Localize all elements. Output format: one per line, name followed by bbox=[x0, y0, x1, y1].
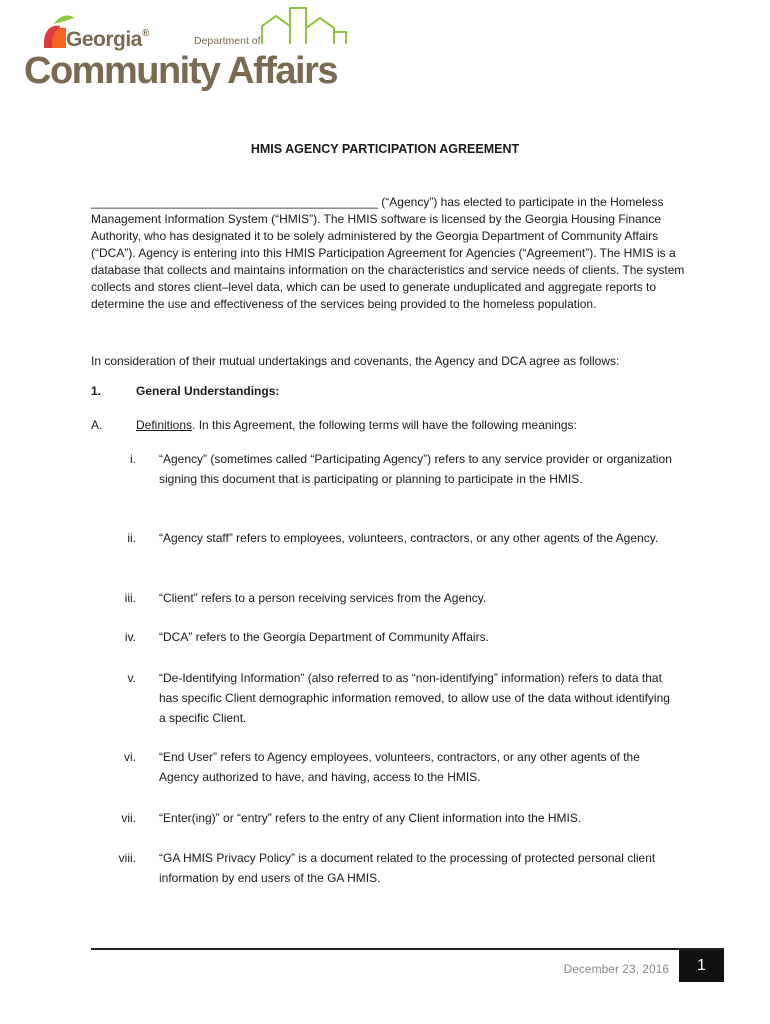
logo-community-affairs-text: Community Affairs bbox=[24, 50, 338, 92]
definition-number: v. bbox=[127, 671, 136, 685]
logo-department-text: Department of bbox=[194, 35, 261, 47]
definition-number: ii. bbox=[127, 531, 136, 545]
section-a-text: Definitions. In this Agreement, the following terms will have the following meanings: bbox=[136, 418, 577, 432]
intro-paragraph: ___________________________________________ (“Agency”) has elected to participate in the Homeless Management Information System (“HMIS”). The HMIS software is licensed by the Georgia Housing Finance Authority, who has designated it to be solely administered by the Georgia Department of Community Affairs (“DCA”). Agency is entering into this HMIS Participation Agreement for Agencies (“Agreement”). The HMIS is a database that collects and maintains information on the characteristics and service needs of clients. The system collects and stores client–level data, which can be used to generate unduplicated and aggregate reports to determine the use and effectiveness of the services being provided to the homeless population. bbox=[91, 195, 685, 311]
consideration-paragraph: In consideration of their mutual undertakings and covenants, the Agency and DCA agree as follows: bbox=[91, 354, 620, 368]
definition-text: “De-Identifying Information” (also referred to as “non-identifying” information) refers to data that has specific Client demographic information removed, to allow use of the data without identifying a specific Client. bbox=[159, 671, 670, 725]
definition-number: vi. bbox=[124, 750, 136, 764]
definition-number: iii. bbox=[124, 591, 136, 605]
section-label: General Understandings: bbox=[136, 384, 280, 398]
definition-text: “DCA” refers to the Georgia Department of Community Affairs. bbox=[159, 630, 489, 644]
page-number: 1 bbox=[679, 950, 724, 982]
definitions-label: Definitions bbox=[136, 418, 193, 432]
definition-text: “Agency” (sometimes called “Participating Agency”) refers to any service provider or organization signing this document that is participating or planning to participate in the HMIS. bbox=[159, 452, 672, 486]
definition-text: “Enter(ing)” or “entry” refers to the entry of any Client information into the HMIS. bbox=[159, 811, 582, 825]
section-number: 1. bbox=[91, 384, 102, 398]
document-title: HMIS AGENCY PARTICIPATION AGREEMENT bbox=[250, 142, 520, 156]
section-letter: A. bbox=[91, 418, 103, 432]
dca-logo bbox=[24, 4, 364, 96]
definition-text: “Agency staff” refers to employees, volunteers, contractors, or any other agents of the Agency. bbox=[159, 531, 659, 545]
footer-divider bbox=[91, 948, 724, 950]
logo-georgia-text: Georgia® bbox=[66, 28, 149, 51]
definition-number: viii. bbox=[118, 851, 136, 865]
definition-number: iv. bbox=[124, 630, 136, 644]
footer-date: December 23, 2016 bbox=[563, 962, 669, 976]
definition-number: i. bbox=[130, 452, 136, 466]
definition-text: “GA HMIS Privacy Policy” is a document related to the processing of protected personal client information by end users of the GA HMIS. bbox=[159, 851, 656, 885]
definition-number: vii. bbox=[121, 811, 136, 825]
definition-text: “Client” refers to a person receiving services from the Agency. bbox=[159, 591, 487, 605]
definition-text: “End User” refers to Agency employees, volunteers, contractors, or any other agents of the Agency authorized to have, and having, access to the HMIS. bbox=[159, 750, 640, 784]
